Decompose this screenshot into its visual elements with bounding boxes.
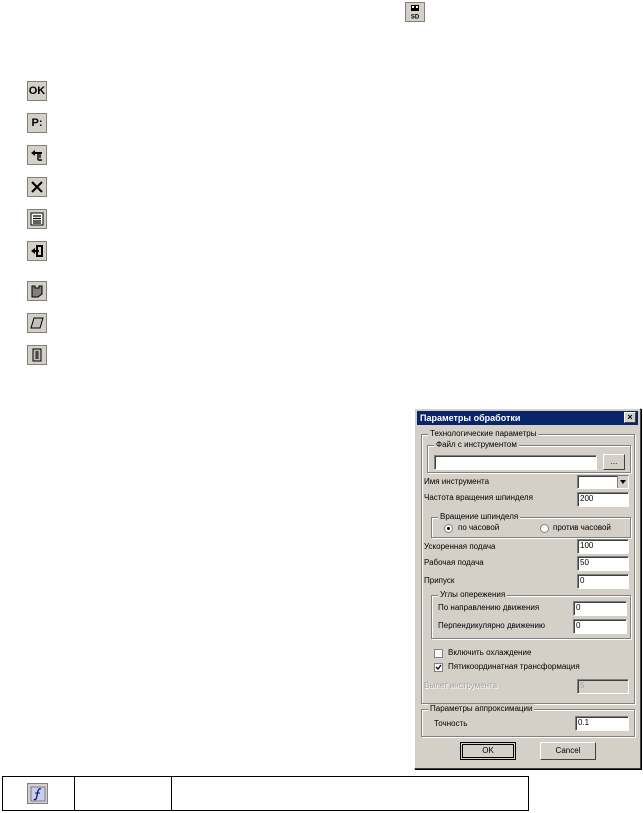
rapid-feed-input[interactable]: 100 <box>577 539 629 554</box>
five-axis-checkbox[interactable] <box>434 663 443 672</box>
tech-params-group <box>421 429 635 704</box>
allowance-input[interactable]: 0 <box>577 574 629 589</box>
list-icon[interactable] <box>27 209 47 229</box>
clockwise-radio[interactable] <box>444 524 453 533</box>
processing-parameters-dialog <box>414 408 641 769</box>
perpendicular-motion-input[interactable]: 0 <box>573 619 627 634</box>
ok-icon-label: OK <box>28 84 46 97</box>
approximation-group-label: Параметры аппроксимации <box>430 704 533 713</box>
tech-params-group-label: Технологические параметры <box>430 429 537 438</box>
ok-button-label: OK <box>482 746 494 755</box>
work-feed-label: Рабочая подача <box>424 558 484 567</box>
spindle-freq-input[interactable]: 200 <box>577 492 629 507</box>
cancel-button[interactable] <box>540 742 596 760</box>
approximation-group <box>421 704 635 737</box>
cross-icon[interactable] <box>27 177 47 197</box>
sd-icon[interactable] <box>405 2 425 22</box>
chevron-down-icon[interactable] <box>617 476 628 488</box>
tool-file-input[interactable] <box>434 455 597 470</box>
parallelogram-icon[interactable] <box>27 313 47 333</box>
tool-overhang-input: 5 <box>577 679 629 694</box>
browse-button[interactable]: ... <box>603 454 625 470</box>
along-motion-input[interactable]: 0 <box>573 601 627 616</box>
lead-angles-group-label: Углы опережения <box>440 590 506 599</box>
ok-icon[interactable] <box>27 81 47 101</box>
exit-icon[interactable] <box>27 241 47 261</box>
function-icon[interactable] <box>27 783 48 804</box>
close-icon[interactable]: × <box>624 412 636 423</box>
lead-angles-group <box>431 590 631 639</box>
five-axis-label: Пятикоординатная трансформация <box>448 662 580 671</box>
tool-overhang-label: Вылет инструмента <box>424 681 498 690</box>
coolant-checkbox[interactable] <box>434 649 443 658</box>
accuracy-label: Точность <box>434 719 468 728</box>
dialog-title-bar <box>417 411 638 425</box>
work-feed-input[interactable]: 50 <box>577 556 629 571</box>
counterclockwise-label: против часовой <box>553 523 611 532</box>
counterclockwise-radio[interactable] <box>540 524 549 533</box>
table-cell-name <box>74 776 172 811</box>
table-cell-description <box>171 776 529 811</box>
sd-icon-label: SD <box>410 14 420 20</box>
part-shape-icon[interactable] <box>27 281 47 301</box>
dialog-title: Параметры обработки <box>420 413 521 423</box>
ok-button[interactable] <box>460 742 516 760</box>
tool-name-select[interactable] <box>577 475 629 489</box>
spindle-freq-label: Частота вращения шпинделя <box>424 493 533 502</box>
spindle-rotation-group <box>431 512 631 538</box>
allowance-label: Припуск <box>424 576 455 585</box>
clockwise-label: по часовой <box>458 523 500 532</box>
p-colon-icon-label: P: <box>31 116 43 129</box>
along-motion-label: По направлению движения <box>438 603 540 612</box>
p-colon-icon[interactable] <box>27 113 47 133</box>
tool-file-group-label: Файл с инструментом <box>436 440 517 449</box>
tool-name-label: Имя инструмента <box>424 477 490 486</box>
cancel-button-label: Cancel <box>555 746 581 755</box>
coolant-label: Включить охлаждение <box>448 648 532 657</box>
tool-file-group <box>427 440 631 473</box>
reverse-arrow-icon[interactable] <box>27 145 47 165</box>
checkmark-icon <box>435 664 442 671</box>
perpendicular-motion-label: Перпендикулярно движению <box>438 621 546 630</box>
spindle-rotation-group-label: Вращение шпинделя <box>440 512 519 521</box>
accuracy-input[interactable]: 0.1 <box>575 716 629 731</box>
rapid-feed-label: Ускоренная подача <box>424 542 496 551</box>
table-icon[interactable] <box>27 345 47 365</box>
